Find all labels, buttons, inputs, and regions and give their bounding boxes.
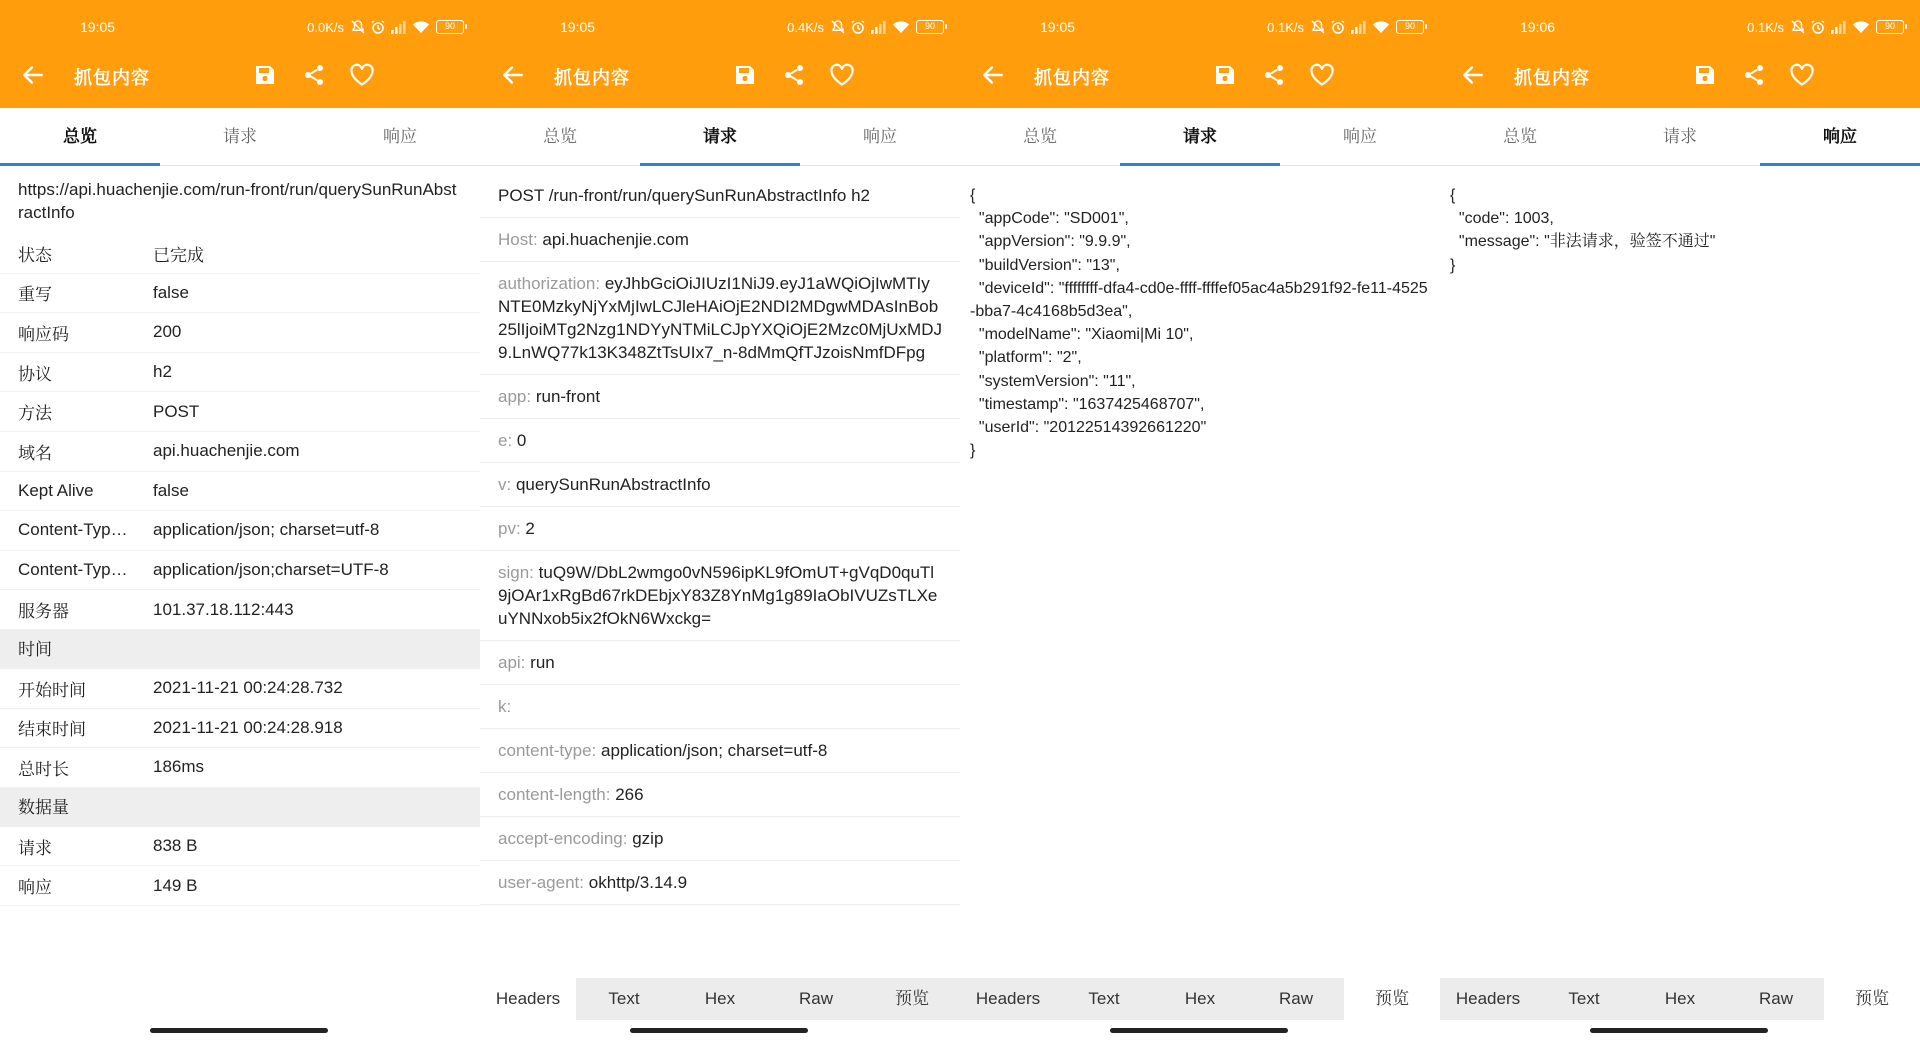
page-title: 抓包内容 — [1514, 68, 1590, 88]
info-value: 186ms — [153, 757, 205, 777]
btab-preview[interactable]: 预览 — [1344, 978, 1440, 1020]
heart-icon — [349, 63, 375, 87]
header-key: user-agent: — [498, 873, 584, 892]
toolbar — [0, 56, 480, 92]
header-value: 266 — [615, 785, 644, 804]
mute-icon — [830, 19, 846, 35]
tab-overview[interactable]: 总览 — [1023, 127, 1057, 146]
header-item — [480, 507, 960, 551]
gesture-bar — [1590, 1028, 1768, 1033]
tab-response[interactable]: 响应 — [1760, 108, 1920, 165]
favorite-button[interactable] — [1307, 60, 1337, 90]
header-key: v: — [498, 475, 512, 494]
bottom-tabs — [960, 978, 1440, 1020]
btab-headers[interactable]: Headers — [480, 978, 576, 1020]
mute-icon — [1790, 19, 1806, 35]
favorite-button[interactable] — [827, 60, 857, 90]
response-body-json: { "code": 1003, "message": "非法请求，验签不通过" } — [1450, 187, 1716, 274]
info-value: 2021-11-21 00:24:28.918 — [153, 717, 343, 737]
btab-headers[interactable]: Headers — [1455, 989, 1521, 1008]
btab-raw[interactable]: Raw — [798, 989, 833, 1008]
btab-hex[interactable]: Hex — [1184, 989, 1216, 1008]
save-button[interactable] — [730, 60, 760, 90]
share-button[interactable] — [779, 60, 809, 90]
share-button[interactable] — [1259, 60, 1289, 90]
status-icons — [307, 19, 464, 35]
toolbar — [480, 56, 960, 92]
gesture-bar — [150, 1028, 328, 1033]
header-key: k: — [498, 697, 512, 716]
screen-request-body — [960, 0, 1440, 1040]
status-bar — [1440, 17, 1920, 37]
info-key: 开始时间 — [18, 680, 86, 700]
heart-icon — [829, 63, 855, 87]
request-body-json: { "appCode": "SD001", "appVersion": "9.9.9", "buildVersion": "13", "deviceId": "ffffffff-dfa4-cd0e-ffff-ffffef05ac4a5b291f92-fe11-4525-bba7-4c4168b5d3ea", "modelName": "Xiaomi|Mi 10", "platform": "2", "systemVersion": "11", "timestamp": "1637425468707", "userId": "20122514392661220" } — [970, 187, 1428, 460]
info-key: 结束时间 — [18, 720, 86, 740]
top-tabs — [960, 108, 1440, 166]
alarm-icon — [850, 19, 866, 35]
info-row — [0, 669, 480, 709]
save-button[interactable] — [1690, 60, 1720, 90]
back-arrow-icon[interactable] — [20, 62, 46, 88]
info-value: 838 B — [153, 836, 198, 856]
tab-response[interactable]: 响应 — [383, 127, 417, 146]
header-value: api.huachenjie.com — [542, 230, 689, 249]
info-value: 149 B — [153, 875, 198, 895]
back-arrow-icon[interactable] — [500, 62, 526, 88]
share-icon — [782, 63, 806, 87]
tab-request[interactable]: 请求 — [1120, 108, 1280, 165]
request-line-text: POST /run-front/run/querySunRunAbstractInfo h2 — [498, 186, 870, 205]
status-time: 19:05 — [560, 19, 596, 35]
info-key: 协议 — [18, 364, 52, 384]
tab-response[interactable]: 响应 — [863, 127, 897, 146]
info-value: 200 — [153, 322, 182, 342]
page-title: 抓包内容 — [74, 68, 150, 88]
wifi-icon — [412, 20, 430, 34]
info-key: 状态 — [18, 245, 52, 265]
header-value: gzip — [632, 829, 664, 848]
status-icons — [787, 19, 944, 35]
mute-icon — [350, 19, 366, 35]
info-key: 域名 — [18, 443, 52, 463]
btab-raw[interactable]: Raw — [1758, 989, 1793, 1008]
page-title: 抓包内容 — [554, 68, 630, 88]
status-bar — [0, 17, 480, 37]
wifi-icon — [892, 20, 910, 34]
header-key: app: — [498, 387, 532, 406]
share-icon — [302, 63, 326, 87]
header-key: Host: — [498, 230, 538, 249]
btab-hex[interactable]: Hex — [1664, 989, 1696, 1008]
btab-preview[interactable]: 预览 — [1824, 978, 1920, 1020]
back-arrow-icon[interactable] — [1460, 62, 1486, 88]
info-value: 101.37.18.112:443 — [153, 599, 294, 619]
info-key: 重写 — [18, 285, 52, 305]
gesture-bar — [630, 1028, 808, 1033]
alarm-icon — [370, 19, 386, 35]
network-speed: 0.0K/s — [307, 19, 344, 35]
share-icon — [1742, 63, 1766, 87]
network-speed: 0.1K/s — [1267, 19, 1304, 35]
info-row — [0, 827, 480, 867]
share-button[interactable] — [299, 60, 329, 90]
info-row — [0, 551, 480, 591]
header-item — [480, 773, 960, 817]
info-key: 方法 — [18, 404, 52, 424]
signal-icon — [390, 20, 408, 34]
wifi-icon — [1372, 20, 1390, 34]
status-bar — [960, 17, 1440, 37]
info-key: Content-Typ… — [18, 520, 128, 540]
alarm-icon — [1330, 19, 1346, 35]
info-row — [0, 709, 480, 749]
wifi-icon — [1852, 20, 1870, 34]
app-bar — [0, 0, 480, 108]
info-row — [0, 590, 480, 630]
section-size: 数据量 — [0, 788, 480, 827]
header-item — [480, 641, 960, 685]
header-item — [480, 861, 960, 905]
btab-headers[interactable]: Headers — [975, 989, 1041, 1008]
btab-text[interactable]: Text — [1088, 989, 1120, 1008]
status-icons — [1747, 19, 1904, 35]
header-item — [480, 551, 960, 641]
save-icon — [1693, 63, 1717, 87]
alarm-icon — [1810, 19, 1826, 35]
info-row — [0, 748, 480, 788]
save-button[interactable] — [1210, 60, 1240, 90]
info-key: Kept Alive — [18, 480, 94, 500]
bottom-tabs — [480, 978, 960, 1020]
top-tabs — [480, 108, 960, 166]
screen-request-headers — [480, 0, 960, 1040]
header-key: accept-encoding: — [498, 829, 628, 848]
screen-response-body — [1440, 0, 1920, 1040]
header-item — [480, 463, 960, 507]
status-bar — [480, 17, 960, 37]
screen-overview — [0, 0, 480, 1040]
header-list — [480, 166, 960, 905]
request-url: https://api.huachenjie.com/run-front/run/querySunRunAbstractInfo — [18, 180, 457, 222]
header-value: run-front — [535, 387, 601, 406]
network-speed: 0.4K/s — [787, 19, 824, 35]
toolbar — [1440, 56, 1920, 92]
info-row — [0, 432, 480, 472]
info-value: application/json;charset=UTF-8 — [153, 560, 389, 580]
tab-overview[interactable]: 总览 — [0, 108, 160, 165]
info-row — [0, 392, 480, 432]
info-key: 总时长 — [18, 759, 69, 779]
header-value: 2 — [525, 519, 535, 538]
top-tabs — [0, 108, 480, 166]
info-value: false — [153, 282, 189, 302]
battery-icon: 90 — [1396, 20, 1424, 34]
header-item — [480, 729, 960, 773]
info-value: false — [153, 480, 189, 500]
info-value: api.huachenjie.com — [153, 441, 300, 461]
info-row — [0, 274, 480, 314]
header-item — [480, 817, 960, 861]
signal-icon — [1830, 20, 1848, 34]
signal-icon — [870, 20, 888, 34]
info-key: 请求 — [18, 838, 52, 858]
info-key: 响应码 — [18, 324, 69, 344]
btab-raw[interactable]: Raw — [1278, 989, 1313, 1008]
header-item — [480, 419, 960, 463]
header-key: e: — [498, 431, 513, 450]
header-value: 0 — [516, 431, 527, 450]
save-icon — [253, 63, 277, 87]
status-time: 19:06 — [1520, 19, 1556, 35]
header-value: okhttp/3.14.9 — [588, 873, 688, 892]
heart-icon — [1309, 63, 1335, 87]
info-value: POST — [153, 401, 200, 421]
favorite-button[interactable] — [347, 60, 377, 90]
mute-icon — [1310, 19, 1326, 35]
section-time: 时间 — [0, 630, 480, 669]
info-key: 服务器 — [18, 602, 69, 622]
btab-hex[interactable]: Hex — [704, 989, 736, 1008]
btab-text[interactable]: Text — [608, 989, 640, 1008]
app-bar — [960, 0, 1440, 108]
info-value: 2021-11-21 00:24:28.732 — [153, 678, 343, 698]
tab-request[interactable]: 请求 — [640, 108, 800, 165]
info-key: 响应 — [18, 878, 52, 898]
info-value: application/json; charset=utf-8 — [153, 520, 380, 540]
info-row — [0, 313, 480, 353]
header-key: content-type: — [498, 741, 597, 760]
header-value: eyJhbGciOiJIUzI1NiJ9.eyJ1aWQiOjIwMTIyNTE0MzkyNjYxMjIwLCJleHAiOjE2NDI2MDgwMDAsInBob25lIjoiMTg2Nzg1NDYyNTMiLCJpYXQiOjE2Mzc0MjUxMDJ9.LnWQ77k13K348ZtTsUIx7_n-8dMmQfTJzoisNmfDFpg — [498, 274, 942, 362]
save-icon — [733, 63, 757, 87]
info-row — [0, 234, 480, 274]
toolbar — [960, 56, 1440, 92]
info-row — [0, 353, 480, 393]
info-row — [0, 866, 480, 906]
request-line — [480, 166, 960, 218]
battery-icon: 90 — [916, 20, 944, 34]
back-arrow-icon[interactable] — [980, 62, 1006, 88]
page-title: 抓包内容 — [1034, 68, 1110, 88]
header-key: sign: — [498, 563, 534, 582]
header-item — [480, 262, 960, 375]
status-time: 19:05 — [80, 19, 116, 35]
app-bar — [480, 0, 960, 108]
share-icon — [1262, 63, 1286, 87]
tab-overview[interactable]: 总览 — [543, 127, 577, 146]
btab-preview[interactable]: 预览 — [895, 989, 929, 1008]
header-value: application/json; charset=utf-8 — [601, 741, 828, 760]
header-key: api: — [498, 653, 526, 672]
header-key: content-length: — [498, 785, 611, 804]
info-row — [0, 511, 480, 551]
info-value: h2 — [153, 362, 172, 382]
signal-icon — [1350, 20, 1368, 34]
tab-request[interactable]: 请求 — [1663, 127, 1697, 146]
bottom-tabs — [1440, 978, 1920, 1020]
favorite-button[interactable] — [1787, 60, 1817, 90]
header-key: pv: — [498, 519, 521, 538]
tab-request[interactable]: 请求 — [223, 127, 257, 146]
header-value: run — [530, 653, 555, 672]
battery-icon: 90 — [1876, 20, 1904, 34]
heart-icon — [1789, 63, 1815, 87]
save-button[interactable] — [250, 60, 280, 90]
info-value: 已完成 — [153, 245, 204, 265]
header-value: querySunRunAbstractInfo — [515, 475, 711, 494]
tab-response[interactable]: 响应 — [1343, 127, 1377, 146]
header-item — [480, 685, 960, 729]
status-time: 19:05 — [1040, 19, 1076, 35]
header-item — [480, 375, 960, 419]
header-value: tuQ9W/DbL2wmgo0vN596ipKL9fOmUT+gVqD0quTl9jOAr1xRgBd67rkDEbjxY83Z8YnMg1g89IaObIVUZsTLXeuYNNxob5ix2fOkN6Wxckg= — [498, 563, 938, 628]
gesture-bar — [1110, 1028, 1288, 1033]
share-button[interactable] — [1739, 60, 1769, 90]
header-item — [480, 218, 960, 262]
app-bar — [1440, 0, 1920, 108]
status-icons — [1267, 19, 1424, 35]
btab-text[interactable]: Text — [1568, 989, 1600, 1008]
battery-icon: 90 — [436, 20, 464, 34]
info-row — [0, 472, 480, 512]
top-tabs — [1440, 108, 1920, 166]
network-speed: 0.1K/s — [1747, 19, 1784, 35]
save-icon — [1213, 63, 1237, 87]
tab-overview[interactable]: 总览 — [1503, 127, 1537, 146]
header-key: authorization: — [498, 274, 601, 293]
info-key: Content-Typ… — [18, 560, 128, 580]
